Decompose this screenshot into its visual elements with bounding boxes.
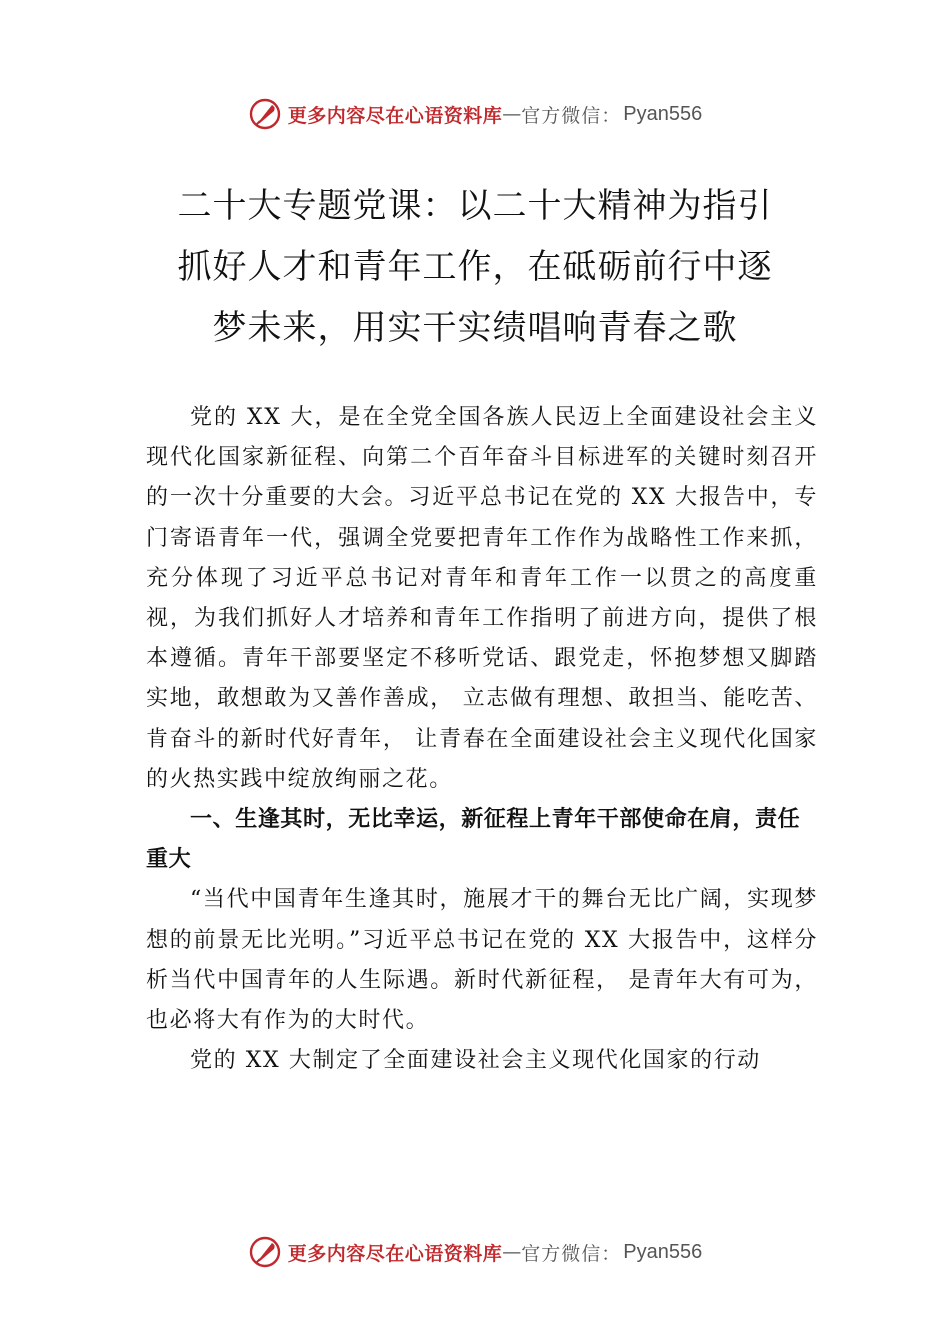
section-heading-1: 一、生逢其时，无比幸运，新征程上青年干部使命在肩，责任重大 bbox=[146, 807, 801, 873]
quill-pen-logo-icon bbox=[248, 97, 282, 131]
document-title bbox=[150, 176, 800, 359]
body-paragraph: 党的 XX 大制定了全面建设社会主义现代化国家的行动 bbox=[190, 1048, 761, 1074]
footer-banner bbox=[0, 1232, 950, 1272]
banner-wechat-id: Pyan556 bbox=[623, 1240, 703, 1263]
banner-separator: — bbox=[502, 103, 522, 125]
title-line: 抓好人才和青年工作，在砥砺前行中逐 bbox=[177, 247, 773, 287]
banner-wechat-label: 官方微信： bbox=[521, 104, 622, 127]
document-body bbox=[146, 398, 818, 1081]
banner-separator: — bbox=[502, 1241, 522, 1263]
banner-link[interactable]: 更多内容尽在心语资料库 bbox=[287, 104, 503, 127]
quill-pen-logo-icon bbox=[248, 1235, 282, 1269]
banner-wechat-label: 官方微信： bbox=[521, 1242, 622, 1265]
title-line: 二十大专题党课：以二十大精神为指引 bbox=[177, 186, 773, 226]
banner-wechat-id: Pyan556 bbox=[623, 102, 703, 125]
banner-link[interactable]: 更多内容尽在心语资料库 bbox=[287, 1242, 503, 1265]
intro-paragraph: 党的 XX 大，是在全党全国各族人民迈上全面建设社会主义现代化国家新征程、向第二个百年奋斗目标进军的关键时刻召开的一次十分重要的大会。习近平总书记在党的 XX 大报告中，专门寄语青年一代，强调全党要把青年工作作为战略性工作来抓，充分体现了习近平总书记对青年和青年工作一以贯之的高度重视，为我们抓好人才培养和青年工作指明了前进方向，提供了根本遵循。青年干部要坚定不移听党话、跟党走，怀抱梦想又脚踏实地，敢想敢为又善作善成， 立志做有理想、敢担当、能吃苦、肯奋斗的新时代好青年， 让青春在全面建设社会主义现代化国家的火热实践中绽放绚丽之花。 bbox=[146, 405, 818, 792]
header-banner bbox=[0, 94, 950, 134]
body-paragraph: “当代中国青年生逢其时，施展才干的舞台无比广阔，实现梦想的前景无比光明。”习近平总书记在党的 XX 大报告中，这样分析当代中国青年的人生际遇。新时代新征程， 是青年大有可为，也必将大有作为的大时代。 bbox=[146, 887, 818, 1034]
title-line: 梦未来，用实干实绩唱响青春之歌 bbox=[212, 308, 738, 348]
